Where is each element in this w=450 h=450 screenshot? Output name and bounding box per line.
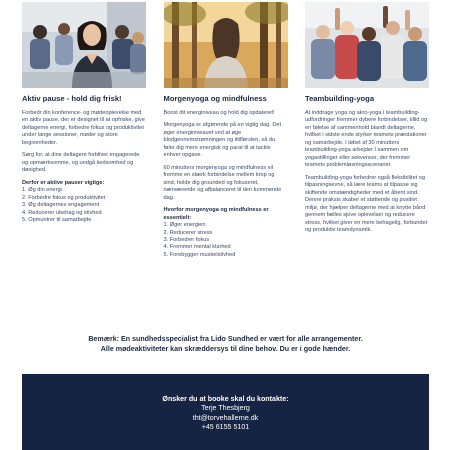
paragraph: Morgenyoga er afgørende på en vigtig dag. Det øger energiniveauet ved at øge blodgennemstrømningen og iltilførslen, så du føler dig mere energisk og parat til at tackle enhver opgave. — [163, 122, 282, 159]
photo-team-cheering — [305, 2, 429, 88]
contact-box — [22, 374, 429, 450]
column-title: Aktiv pause - hold dig frisk! — [22, 94, 122, 103]
column-morning-yoga — [164, 2, 288, 320]
paragraph: Forbedr din konference- og mødeoplevelse med en aktiv pause, der er designet til at opfriske, give deltagerne energi, forbedre fokus og produktivitet under lange sessioner, møder og store begivenheder. — [22, 109, 145, 146]
list-item: 3. Øg deltagernes engagement — [22, 202, 100, 209]
health-specialist-note — [22, 335, 429, 355]
list-item: 1. Øger energien — [163, 222, 206, 229]
contact-phone[interactable]: +45 6155 5101 — [201, 423, 250, 432]
contact-name: Terje Thesbjerg — [201, 404, 250, 413]
paragraph: Teambuilding-yoga forbedrer også fleksibilitet og tilpasningsevne, så lære teams at tilpasse sig skiftende omstændigheder med et åbent sind. Denne praksis skaber et støttende og positivt miljø, der hjælper deltagerne med at knytte bånd gennem fælles sjove oplevelser og reducere stress, hvilket giver en mere behagelig, forbundet og produktiv teamdynamik. — [305, 174, 428, 233]
column-title: Teambuilding-yoga — [305, 94, 375, 103]
paragraph: At inddrage yoga og akro-yoga i teambuilding-udfordringer fremmer dybere forbindelser, tillid og en følelse af sammenhold blandt deltagerne, hvilket i sidste ende styrker teamets præstationer og samarbejde. I løbet af 30 minutters teambuilding-yoga arbejder I sammen om yogastillinger eller sekvenser, der fremmer teamets problemløsningsscenarier. — [305, 109, 428, 169]
list-item: 4. Fremmer mental klarhed — [163, 244, 231, 251]
contact-email-link[interactable]: tht@torvehallerne.dk — [192, 413, 259, 422]
note-line: Bemærk: En sundhedsspecialist fra Lido Sundhed er vært for alle arrangementer. — [88, 335, 363, 343]
list-item: 1. Øg din energi — [22, 187, 62, 194]
activity-columns — [22, 2, 429, 320]
column-active-break — [22, 2, 146, 320]
contact-heading: Ønsker du at booke skal du kontakte: — [162, 395, 289, 403]
list-item: 2. Forbedre fokus og produktivitet — [22, 194, 106, 201]
benefit-list — [164, 222, 288, 259]
paragraph: Boost dit energiniveau og hold dig opdateret! — [163, 109, 275, 116]
paragraph: Sørg for, at dine deltagere forbliver engagerede og opmærksomme, og undgå kedsomhed og døsighed. — [22, 152, 140, 174]
photo-conference-audience — [22, 2, 146, 88]
list-item: 5. Opmuntrer til samarbejde — [22, 217, 92, 224]
note-line: Alle mødeaktiviteter kan skræddersys til dine behov. Du er i gode hænder. — [100, 344, 351, 353]
list-heading: Hvorfor morgenyoga og mindfulness er essentielt: — [163, 207, 269, 221]
list-item: 3. Forbedrer fokus — [163, 236, 210, 243]
paragraph: 60 minutters morgenyoga og mindfulness vil fremme en stærk forbindelse mellem krop og sind, holde dig grounded og fokuseret, nærværende og afbalanceret til den kommende dag. — [163, 164, 282, 201]
list-heading: Derfor er aktive pauser vigtige: — [22, 179, 105, 186]
list-item: 2. Reducerer stress — [163, 229, 213, 236]
benefit-list — [22, 187, 146, 224]
column-title: Morgenyoga og mindfulness — [163, 94, 267, 103]
column-teambuilding-yoga — [305, 2, 429, 320]
list-item: 5. Forebygger muskelstivhed — [163, 251, 236, 258]
list-item: 4. Reducerer ubehag og stivhed — [22, 209, 102, 216]
photo-forest-yoga — [164, 2, 288, 88]
